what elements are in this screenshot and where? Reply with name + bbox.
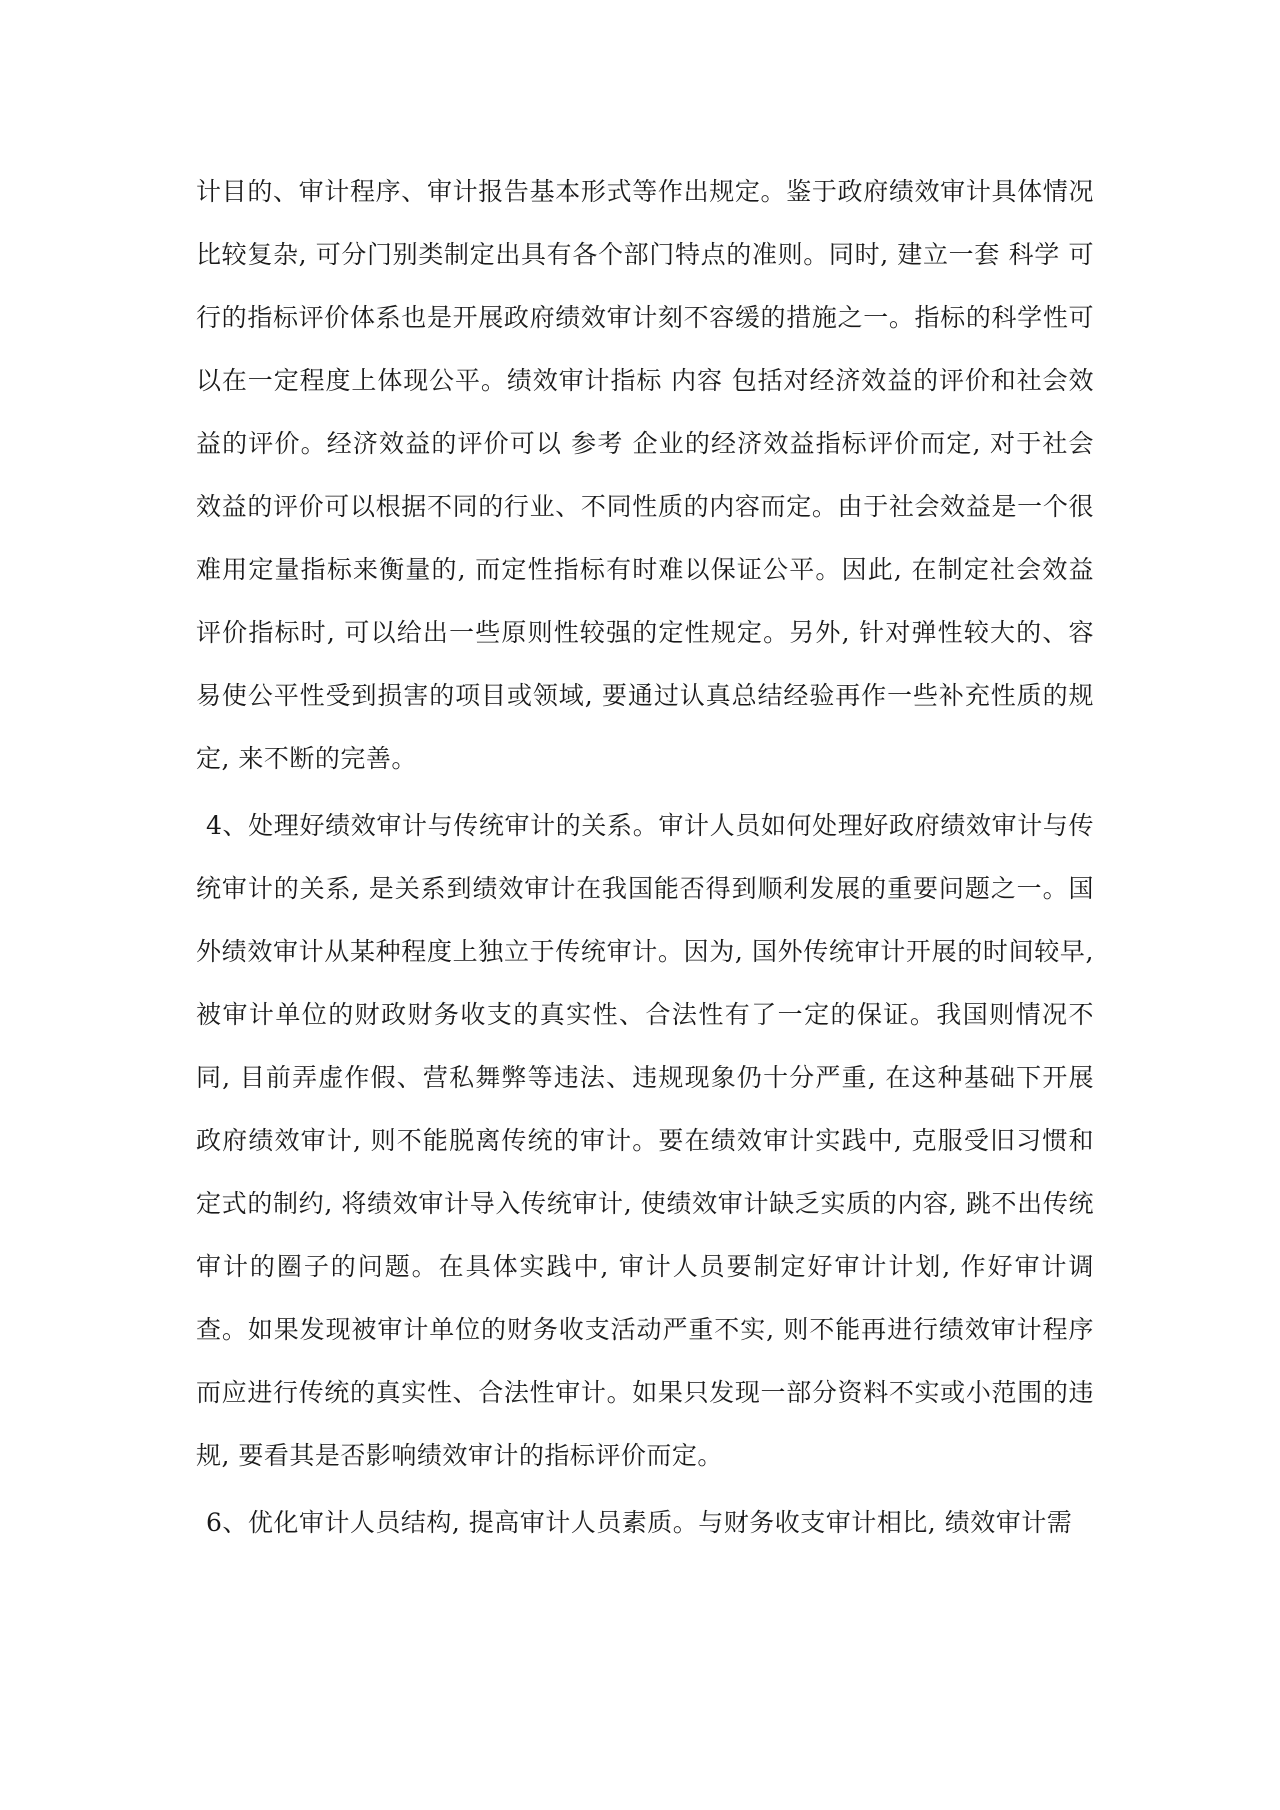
paragraph-traditional-audit-relation: 4、处理好绩效审计与传统审计的关系。审计人员如何处理好政府绩效审计与传统审计的关系, 是关系到绩效审计在我国能否得到顺利发展的重要问题之一。国外绩效审计从某种程度上独立于传统审计。因为, 国外传统审计开展的时间较早, 被审计单位的财政财务收支的真实性、合法性有了一定的保证。我国则情况不同, 目前弄虚作假、营私舞弊等违法、违规现象仍十分严重, 在这种基础下开展政府绩效审计, 则不能脱离传统的审计。要在绩效审计实践中, 克服受旧习惯和定式的制约, 将绩效审计导入传统审计, 使绩效审计缺乏实质的内容, 跳不出传统审计的圈子的问题。在具体实践中, 审计人员要制定好审计计划, 作好审计调查。如果发现被审计单位的财务收支活动严重不实, 则不能再进行绩效审计程序而应进行传统的真实性、合法性审计。如果只发现一部分资料不实或小范围的违规, 要看其是否影响绩效审计的指标评价而定。 [196, 811, 1094, 1470]
paragraph-auditor-structure: 6、优化审计人员结构, 提高审计人员素质。与财务收支审计相比, 绩效审计需 [206, 1508, 1073, 1537]
document-page [196, 160, 1094, 1554]
paragraph-performance-audit-standards: 计目的、审计程序、审计报告基本形式等作出规定。鉴于政府绩效审计具体情况比较复杂, 可分门别类制定出具有各个部门特点的准则。同时, 建立一套 科学 可行的指标评价体系也是开展政府绩效审计刻不容缓的措施之一。指标的科学性可以在一定程度上体现公平。绩效审计指标 内容 包括对经济效益的评价和社会效益的评价。经济效益的评价可以 参考 企业的经济效益指标评价而定, 对于社会效益的评价可以根据不同的行业、不同性质的内容而定。由于社会效益是一个很难用定量指标来衡量的, 而定性指标有时难以保证公平。因此, 在制定社会效益评价指标时, 可以给出一些原则性较强的定性规定。另外, 针对弹性较大的、容易使公平性受到损害的项目或领域, 要通过认真总结经验再作一些补充性质的规定, 来不断的完善。 [196, 177, 1094, 773]
